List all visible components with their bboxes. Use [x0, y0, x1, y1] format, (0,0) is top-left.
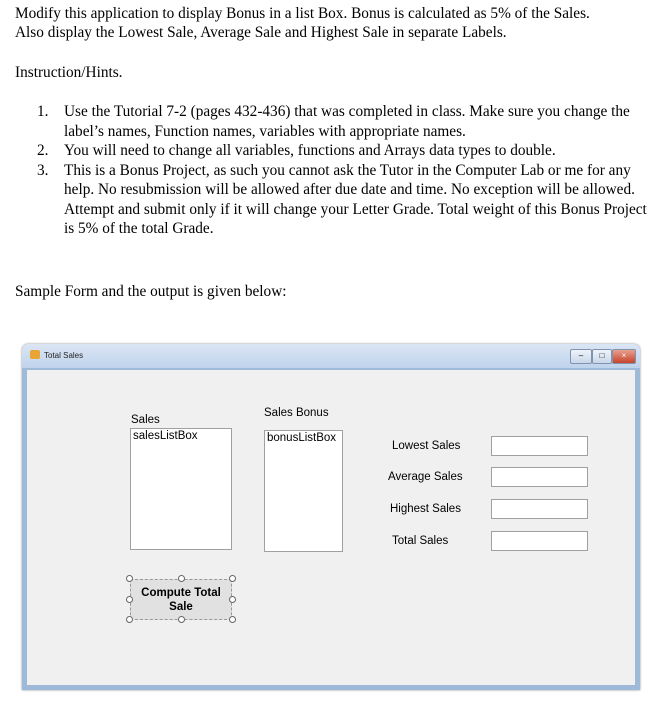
resize-handle: [126, 596, 133, 603]
intro-line-1: Modify this application to display Bonus in a list Box. Bonus is calculated as 5% of the Sales.: [15, 5, 590, 22]
resize-handle: [178, 616, 185, 623]
form-client: [27, 370, 635, 685]
resize-handle: [229, 596, 236, 603]
maximize-button[interactable]: □: [592, 349, 612, 364]
hint-text: This is a Bonus Project, as such you cannot ask the Tutor in the Computer Lab or me for any help. No resubmission will be allowed after due date and time. No exception will be allowed. Attempt and submit only if it will change your Letter Grade. Total weight of this Bonus Project is 5% of the total Grade.: [64, 161, 647, 237]
hints-heading: Instruction/Hints.: [15, 64, 123, 81]
hint-number: 1.: [37, 103, 49, 120]
bonus-listbox[interactable]: bonusListBox: [264, 430, 343, 552]
hint-number: 2.: [37, 142, 49, 159]
minimize-button[interactable]: –: [570, 349, 592, 364]
resize-handle: [229, 616, 236, 623]
hint-item: [37, 141, 647, 161]
highest-sales-label: Highest Sales: [390, 503, 461, 515]
bonus-label: Sales Bonus: [264, 407, 329, 419]
sales-listbox[interactable]: salesListBox: [130, 428, 232, 550]
compute-total-button[interactable]: Compute Total Sale: [130, 579, 232, 620]
resize-handle: [229, 575, 236, 582]
resize-handle: [126, 575, 133, 582]
average-sales-output: [491, 467, 588, 487]
window-title: Total Sales: [44, 351, 84, 360]
hint-item: [37, 161, 647, 239]
resize-handle: [126, 616, 133, 623]
title-bar: [22, 344, 640, 368]
hint-number: 3.: [37, 161, 49, 179]
lowest-sales-label: Lowest Sales: [392, 440, 461, 452]
lowest-sales-output: [491, 436, 588, 456]
total-sales-label: Total Sales: [392, 535, 449, 547]
total-sales-output: [491, 531, 588, 551]
resize-handle: [178, 575, 185, 582]
form-window: [22, 344, 640, 690]
hint-item: [37, 102, 647, 141]
close-button[interactable]: ×: [612, 349, 636, 364]
hint-text: You will need to change all variables, functions and Arrays data types to double.: [64, 142, 556, 159]
intro-line-2: Also display the Lowest Sale, Average Sale and Highest Sale in separate Labels.: [15, 24, 507, 41]
app-icon: [30, 350, 40, 359]
hint-text: Use the Tutorial 7-2 (pages 432-436) that was completed in class. Make sure you change the label’s names, Function names, variables with appropriate names.: [64, 103, 630, 140]
sample-caption: Sample Form and the output is given below:: [15, 283, 287, 300]
average-sales-label: Average Sales: [388, 471, 463, 483]
hints-list: [37, 102, 647, 239]
highest-sales-output: [491, 499, 588, 519]
sales-label: Sales: [131, 414, 160, 426]
